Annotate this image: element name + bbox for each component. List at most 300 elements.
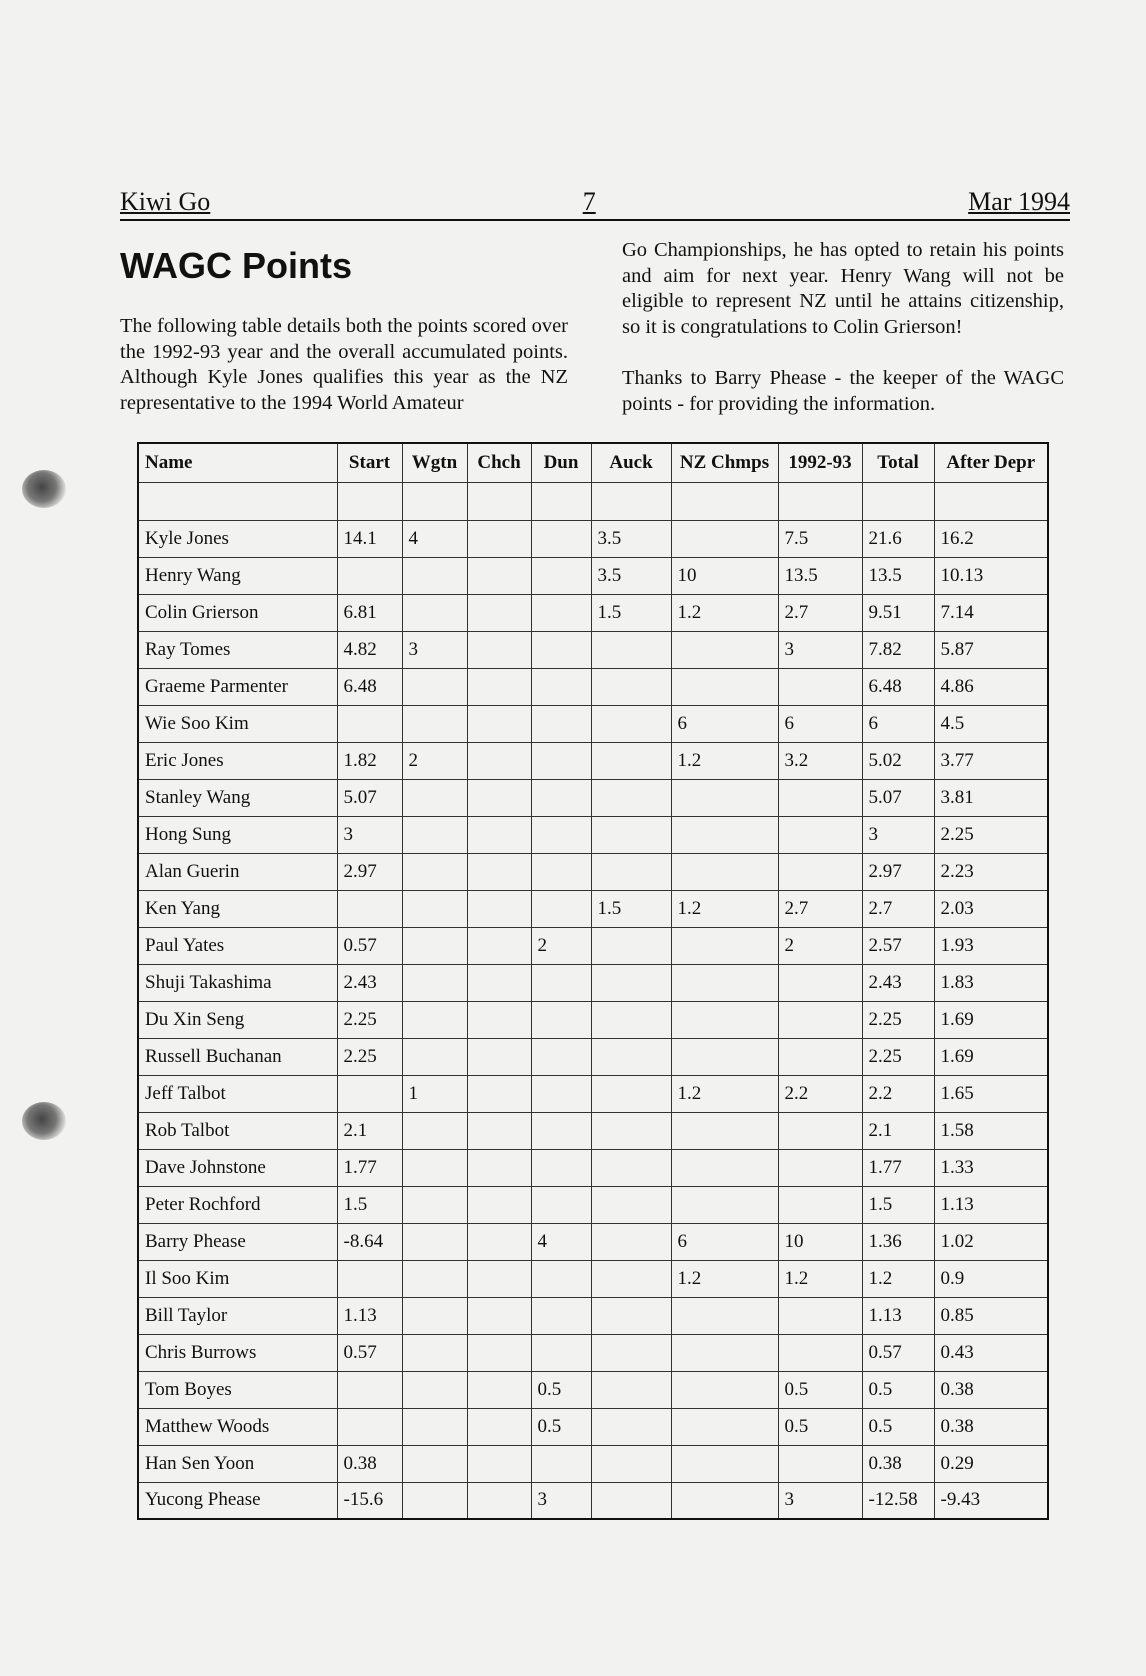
table-cell: 0.57 [862,1334,934,1371]
table-cell [402,668,467,705]
table-cell: 5.87 [934,631,1048,668]
table-cell: 0.38 [862,1445,934,1482]
table-row [138,1482,1048,1519]
table-cell: 3.81 [934,779,1048,816]
table-cell: 1.13 [934,1186,1048,1223]
newsletter-name: Kiwi Go [120,187,211,216]
table-cell [467,1445,531,1482]
table-cell [337,705,402,742]
table-cell [467,557,531,594]
table-cell: 1.13 [862,1297,934,1334]
table-cell [467,1334,531,1371]
table-cell [467,1482,531,1519]
player-name-cell: Russell Buchanan [138,1038,337,1075]
table-cell [531,1112,591,1149]
table-cell: 4.5 [934,705,1048,742]
table-cell [591,853,671,890]
column-header: Total [862,443,934,482]
player-name-cell: Il Soo Kim [138,1260,337,1297]
table-cell: 0.29 [934,1445,1048,1482]
table-cell [467,1260,531,1297]
table-cell: 2.25 [337,1038,402,1075]
table-cell: 2.25 [862,1001,934,1038]
table-cell [337,557,402,594]
table-cell [671,927,778,964]
page-header [120,187,1070,221]
player-name-cell: Henry Wang [138,557,337,594]
table-cell [591,779,671,816]
player-name-cell: Tom Boyes [138,1371,337,1408]
table-cell: 2.2 [778,1075,862,1112]
table-cell [671,1149,778,1186]
table-cell [138,482,337,520]
table-cell: 6.81 [337,594,402,631]
table-cell: 1.82 [337,742,402,779]
table-cell [531,890,591,927]
table-cell [531,1075,591,1112]
table-cell: 6 [671,705,778,742]
table-cell: 1.02 [934,1223,1048,1260]
table-cell [671,1334,778,1371]
table-cell: 1.5 [862,1186,934,1223]
table-cell: 2.1 [862,1112,934,1149]
table-cell: 1.33 [934,1149,1048,1186]
table-row [138,1149,1048,1186]
table-cell [467,705,531,742]
table-cell [591,1445,671,1482]
table-cell: 1.77 [337,1149,402,1186]
table-cell [778,1334,862,1371]
table-cell: 1.93 [934,927,1048,964]
table-cell [591,1482,671,1519]
table-cell [591,1223,671,1260]
table-row [138,779,1048,816]
table-cell [778,482,862,520]
table-cell [591,816,671,853]
table-cell [591,1149,671,1186]
intro-paragraph: The following table details both the points scored over the 1992-93 year and the overall accumulated points. Although Kyle Jones qualifies this year as the NZ representative to the 1994 World Amateur [120,315,568,414]
table-cell: 3 [531,1482,591,1519]
table-cell [671,1445,778,1482]
player-name-cell: Graeme Parmenter [138,668,337,705]
table-cell: 1.77 [862,1149,934,1186]
table-cell [467,1186,531,1223]
table-cell [671,964,778,1001]
table-cell: 1.2 [862,1260,934,1297]
table-cell: 0.38 [934,1371,1048,1408]
table-cell: 0.38 [337,1445,402,1482]
player-name-cell: Peter Rochford [138,1186,337,1223]
table-cell: 3.2 [778,742,862,779]
table-cell [778,1186,862,1223]
table-cell: 1.2 [671,594,778,631]
table-cell: 0.57 [337,927,402,964]
table-cell: 1.58 [934,1112,1048,1149]
table-cell: 1.2 [671,890,778,927]
table-cell: 6.48 [862,668,934,705]
table-cell: 0.5 [778,1408,862,1445]
blank-row [138,482,1048,520]
column-header: NZ Chmps [671,443,778,482]
table-row [138,890,1048,927]
table-cell [531,1334,591,1371]
table-cell [467,668,531,705]
table-row [138,1334,1048,1371]
table-cell [531,1297,591,1334]
table-row [138,1371,1048,1408]
column-header: Name [138,443,337,482]
table-cell [402,890,467,927]
table-cell [671,482,778,520]
punch-hole-mark-top [22,470,66,508]
table-cell [778,1149,862,1186]
table-cell [778,779,862,816]
table-cell: 4.82 [337,631,402,668]
table-cell [591,1297,671,1334]
table-cell [467,631,531,668]
table-row [138,1001,1048,1038]
table-cell [671,520,778,557]
table-cell [591,1112,671,1149]
player-name-cell: Yucong Phease [138,1482,337,1519]
table-row [138,631,1048,668]
table-cell: 13.5 [862,557,934,594]
table-cell: 4 [531,1223,591,1260]
table-cell [402,779,467,816]
table-cell [531,1186,591,1223]
table-cell [671,1112,778,1149]
table-cell: 14.1 [337,520,402,557]
player-name-cell: Chris Burrows [138,1334,337,1371]
table-cell: 13.5 [778,557,862,594]
table-cell [467,816,531,853]
column-header: Chch [467,443,531,482]
table-cell [531,742,591,779]
column-header: Dun [531,443,591,482]
table-cell [402,1260,467,1297]
table-cell: 3 [337,816,402,853]
table-cell: 3.77 [934,742,1048,779]
issue-date: Mar 1994 [968,187,1070,216]
table-cell [467,1038,531,1075]
table-cell [591,1186,671,1223]
player-name-cell: Eric Jones [138,742,337,779]
table-row [138,816,1048,853]
table-cell [467,1223,531,1260]
table-cell [778,1001,862,1038]
wagc-points-table [137,442,1049,1520]
table-cell [467,1408,531,1445]
table-cell [591,964,671,1001]
table-cell: 2 [778,927,862,964]
table-row [138,1075,1048,1112]
table-cell [402,1001,467,1038]
table-cell: 2.43 [862,964,934,1001]
table-cell: 3 [402,631,467,668]
table-cell: 6 [671,1223,778,1260]
table-cell: 0.5 [778,1371,862,1408]
table-cell [671,1186,778,1223]
table-cell [778,1038,862,1075]
table-cell: 5.07 [862,779,934,816]
table-cell [337,1260,402,1297]
table-cell [591,927,671,964]
table-cell [467,594,531,631]
table-cell: 2.7 [778,890,862,927]
table-cell [531,853,591,890]
table-cell [402,705,467,742]
player-name-cell: Du Xin Seng [138,1001,337,1038]
table-cell: 6 [778,705,862,742]
table-row [138,594,1048,631]
table-row [138,1186,1048,1223]
table-cell [531,964,591,1001]
player-name-cell: Ken Yang [138,890,337,927]
table-row [138,1445,1048,1482]
table-cell [402,1149,467,1186]
table-cell [591,668,671,705]
table-cell [402,557,467,594]
table-cell: 1.2 [671,742,778,779]
table-row [138,557,1048,594]
table-cell [402,964,467,1001]
table-cell [778,1445,862,1482]
table-cell: 1.69 [934,1038,1048,1075]
table-cell: 10 [671,557,778,594]
table-cell [467,1371,531,1408]
table-cell: 0.57 [337,1334,402,1371]
table-cell [591,705,671,742]
table-cell: 2.25 [934,816,1048,853]
table-cell [531,557,591,594]
player-name-cell: Shuji Takashima [138,964,337,1001]
table-cell: 1.5 [591,890,671,927]
table-cell [467,853,531,890]
table-cell: 0.38 [934,1408,1048,1445]
player-name-cell: Colin Grierson [138,594,337,631]
page-number: 7 [582,187,596,216]
table-cell: 2.23 [934,853,1048,890]
table-cell [671,1297,778,1334]
table-cell [531,1260,591,1297]
table-cell: 9.51 [862,594,934,631]
player-name-cell: Dave Johnstone [138,1149,337,1186]
table-cell [671,631,778,668]
article-title: WAGC Points [120,245,352,286]
table-cell [591,631,671,668]
table-cell [531,520,591,557]
table-cell: 16.2 [934,520,1048,557]
table-cell [591,1001,671,1038]
table-cell [531,1001,591,1038]
player-name-cell: Bill Taylor [138,1297,337,1334]
table-cell: 2.25 [862,1038,934,1075]
table-cell [531,668,591,705]
table-row [138,964,1048,1001]
player-name-cell: Han Sen Yoon [138,1445,337,1482]
table-cell: 2.7 [862,890,934,927]
table-cell [467,1075,531,1112]
player-name-cell: Alan Guerin [138,853,337,890]
table-cell [671,1001,778,1038]
table-cell: 0.5 [862,1408,934,1445]
table-cell: 1.2 [778,1260,862,1297]
table-row [138,853,1048,890]
punch-hole-mark-bottom [22,1102,66,1140]
table-cell [671,853,778,890]
table-cell [671,1408,778,1445]
column-header: Wgtn [402,443,467,482]
table-cell [778,816,862,853]
table-cell: -12.58 [862,1482,934,1519]
player-name-cell: Kyle Jones [138,520,337,557]
table-row [138,1408,1048,1445]
table-row [138,705,1048,742]
table-cell [671,1038,778,1075]
table-cell: 3 [778,631,862,668]
table-row [138,742,1048,779]
table-cell: 1.65 [934,1075,1048,1112]
player-name-cell: Rob Talbot [138,1112,337,1149]
table-cell [402,1038,467,1075]
table-cell: 2.2 [862,1075,934,1112]
table-cell [402,1223,467,1260]
table-cell [531,594,591,631]
table-cell [591,482,671,520]
table-cell: 7.82 [862,631,934,668]
table-cell: 0.5 [862,1371,934,1408]
table-cell [778,1112,862,1149]
player-name-cell: Jeff Talbot [138,1075,337,1112]
table-cell [337,1371,402,1408]
table-cell: 2 [531,927,591,964]
table-cell [467,927,531,964]
table-cell: 7.14 [934,594,1048,631]
player-name-cell: Wie Soo Kim [138,705,337,742]
table-body [138,482,1048,1519]
intro-paragraph-continued: Go Championships, he has opted to retain his points and aim for next year. Henry Wang will not be eligible to represent NZ until he attains citizenship, so it is congratulations to Colin Grierson! [622,239,1064,338]
table-cell [467,890,531,927]
player-name-cell: Barry Phease [138,1223,337,1260]
table-cell [531,779,591,816]
column-header: Auck [591,443,671,482]
table-cell [671,779,778,816]
table-cell [778,1297,862,1334]
table-cell [337,1075,402,1112]
table-cell [337,1408,402,1445]
table-cell [531,631,591,668]
table-cell: 3.5 [591,520,671,557]
player-name-cell: Matthew Woods [138,1408,337,1445]
table-cell: 5.07 [337,779,402,816]
column-header: After Depr [934,443,1048,482]
table-cell [402,1445,467,1482]
table-header-row [138,443,1048,482]
table-cell [402,594,467,631]
table-cell [862,482,934,520]
table-row [138,1223,1048,1260]
table-cell: 2.97 [337,853,402,890]
table-cell: 3 [778,1482,862,1519]
player-name-cell: Ray Tomes [138,631,337,668]
table-cell [402,1408,467,1445]
table-cell: 2.03 [934,890,1048,927]
player-name-cell: Paul Yates [138,927,337,964]
table-row [138,668,1048,705]
table-cell [591,1371,671,1408]
table-cell [467,1297,531,1334]
table-cell [402,927,467,964]
column-header: 1992-93 [778,443,862,482]
table-cell [531,482,591,520]
table-cell: 1.5 [337,1186,402,1223]
table-row [138,1038,1048,1075]
table-cell: 2 [402,742,467,779]
table-cell: 5.02 [862,742,934,779]
table-row [138,1112,1048,1149]
table-cell: -8.64 [337,1223,402,1260]
table-cell: 7.5 [778,520,862,557]
table-cell [531,705,591,742]
table-row [138,927,1048,964]
table-cell [467,520,531,557]
table-cell: 1.83 [934,964,1048,1001]
table-cell [591,1408,671,1445]
table-cell: 1.2 [671,1075,778,1112]
thanks-paragraph: Thanks to Barry Phease - the keeper of the WAGC points - for providing the information. [622,367,1064,415]
table-cell [402,1482,467,1519]
table-cell: 2.7 [778,594,862,631]
table-cell: 1.13 [337,1297,402,1334]
table-cell [671,668,778,705]
table-cell [531,1149,591,1186]
table-cell [591,1038,671,1075]
table-cell: 0.5 [531,1408,591,1445]
table-cell: -15.6 [337,1482,402,1519]
table-cell: 2.25 [337,1001,402,1038]
table-cell [531,1445,591,1482]
table-cell [531,816,591,853]
table-cell [402,1371,467,1408]
table-cell [778,964,862,1001]
table-row [138,1297,1048,1334]
table-cell [591,1260,671,1297]
table-cell [467,1001,531,1038]
table-cell [467,964,531,1001]
table-cell: 6 [862,705,934,742]
table-cell: 4.86 [934,668,1048,705]
table-cell [671,1371,778,1408]
table-row [138,520,1048,557]
table-cell [402,1112,467,1149]
table-cell [402,482,467,520]
table-cell [467,1149,531,1186]
table-cell [402,1334,467,1371]
player-name-cell: Stanley Wang [138,779,337,816]
table-cell: 2.57 [862,927,934,964]
table-cell [402,1297,467,1334]
table-cell [337,482,402,520]
table-cell [778,853,862,890]
table-cell: 2.1 [337,1112,402,1149]
table-cell [591,742,671,779]
table-cell: 2.43 [337,964,402,1001]
table-cell: 0.5 [531,1371,591,1408]
table-cell: -9.43 [934,1482,1048,1519]
table-cell: 1.5 [591,594,671,631]
table-cell: 1.2 [671,1260,778,1297]
table-cell: 6.48 [337,668,402,705]
